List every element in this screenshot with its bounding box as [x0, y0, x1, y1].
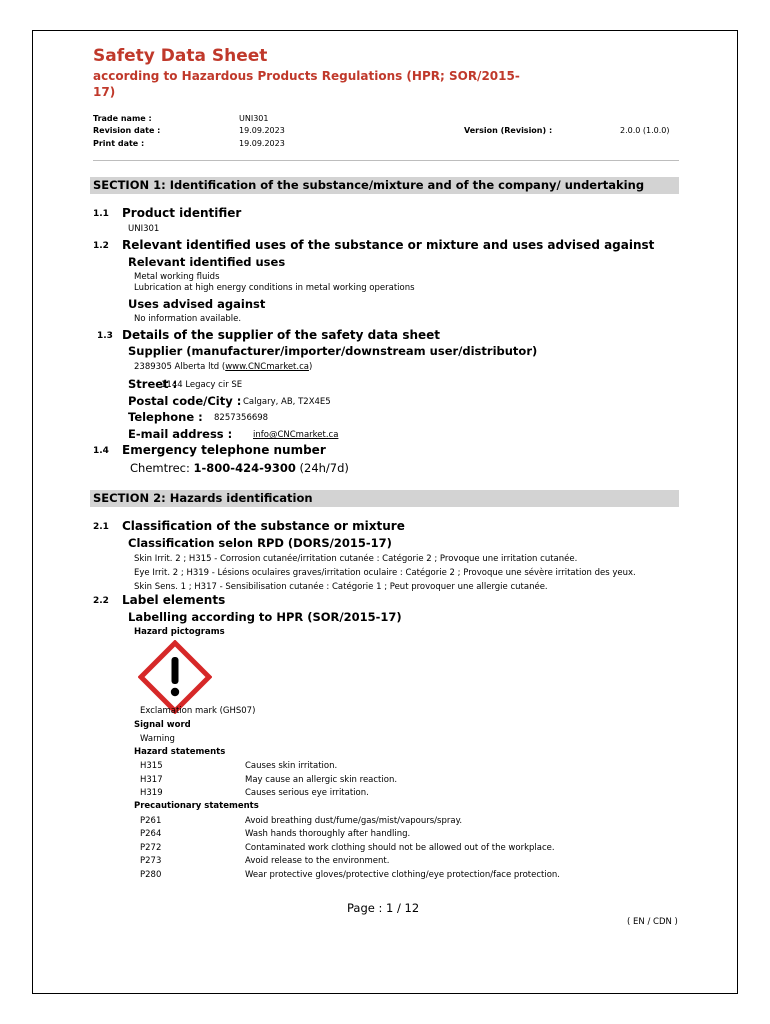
emergency-heading: Emergency telephone number [122, 443, 326, 457]
page-number: Page : 1 / 12 [347, 901, 420, 915]
subtitle-line-2: 17) [93, 85, 116, 99]
hazard-code: H315 [140, 761, 163, 771]
version-label: Version (Revision) : [464, 126, 553, 135]
locale-label: ( EN / CDN ) [627, 917, 678, 927]
hazard-statements-heading: Hazard statements [134, 747, 226, 757]
classification-item-3: Skin Sens. 1 ; H317 - Sensibilisation cutanée : Catégorie 1 ; Peut provoquer une allergie cutanée. [134, 582, 548, 592]
precaution-code: P273 [140, 856, 162, 866]
precaution-text: Wear protective gloves/protective clothing/eye protection/face protection. [245, 870, 561, 880]
supplier-details-heading: Details of the supplier of the safety data sheet [122, 328, 441, 342]
section-1-2-number: 1.2 [93, 241, 109, 251]
email-link[interactable]: info@CNCmarket.ca [253, 430, 339, 440]
street-value: 1144 Legacy cir SE [161, 380, 243, 390]
postal-value: Calgary, AB, T2X4E5 [243, 397, 331, 407]
emergency-line: Chemtrec: 1-800-424-9300 (24h/7d) [130, 461, 349, 475]
section-1-1-number: 1.1 [93, 209, 109, 219]
uses-against-heading: Uses advised against [128, 297, 266, 311]
section-1-4-number: 1.4 [93, 446, 109, 456]
precaution-code: P264 [140, 829, 162, 839]
classification-heading: Classification of the substance or mixture [122, 519, 405, 533]
section-1-header: SECTION 1: Identification of the substance/mixture and of the company/ undertaking [90, 177, 679, 194]
subtitle-line-1: according to Hazardous Products Regulations (HPR; SOR/2015- [93, 69, 520, 83]
hazard-text: Causes serious eye irritation. [245, 788, 369, 798]
use-item-1: Metal working fluids [134, 272, 220, 282]
hazard-text: May cause an allergic skin reaction. [245, 775, 398, 785]
precautionary-statements-heading: Precautionary statements [134, 801, 259, 811]
document-title: Safety Data Sheet [93, 46, 268, 66]
section-2-2-number: 2.2 [93, 596, 109, 606]
uses-against-value: No information available. [134, 314, 242, 324]
classification-rpd-heading: Classification selon RPD (DORS/2015-17) [128, 536, 392, 550]
section-1-3-number: 1.3 [97, 331, 113, 341]
precaution-code: P272 [140, 843, 162, 853]
precaution-code: P280 [140, 870, 162, 880]
document-subtitle [93, 68, 520, 100]
emergency-number: 1-800-424-9300 [193, 461, 296, 475]
phone-value: 8257356698 [214, 413, 269, 423]
precaution-text: Avoid breathing dust/fume/gas/mist/vapours/spray. [245, 816, 463, 826]
classification-item-1: Skin Irrit. 2 ; H315 - Corrosion cutanée/irritation cutanée : Catégorie 2 ; Provoque une irritation cutanée. [134, 554, 578, 564]
supplier-heading: Supplier (manufacturer/importer/downstream user/distributor) [128, 344, 538, 358]
classification-item-2: Eye Irrit. 2 ; H319 - Lésions oculaires graves/irritation oculaire : Catégorie 2 ; Provoque une sévère irritation des yeux. [134, 568, 636, 578]
hazard-code: H319 [140, 788, 163, 798]
trade-name-value: UNI301 [239, 114, 269, 123]
section-2-1-number: 2.1 [93, 522, 109, 532]
signal-word-heading: Signal word [134, 720, 191, 730]
identified-uses-heading: Relevant identified uses of the substance or mixture and uses advised against [122, 238, 655, 252]
precaution-text: Contaminated work clothing should not be allowed out of the workplace. [245, 843, 555, 853]
use-item-2: Lubrication at high energy conditions in metal working operations [134, 283, 415, 293]
precaution-code: P261 [140, 816, 162, 826]
signal-word-value: Warning [140, 734, 175, 744]
supplier-name: 2389305 Alberta ltd (www.CNCmarket.ca) [134, 362, 313, 372]
revision-date-value: 19.09.2023 [239, 126, 285, 135]
supplier-website-link[interactable]: www.CNCmarket.ca [225, 362, 309, 372]
label-elements-heading: Label elements [122, 593, 226, 607]
email-label: E-mail address : [128, 427, 233, 441]
print-date-label: Print date : [93, 139, 145, 148]
hazard-code: H317 [140, 775, 163, 785]
product-identifier-heading: Product identifier [122, 206, 242, 220]
header-divider [93, 160, 679, 161]
hazard-pictograms-heading: Hazard pictograms [134, 627, 225, 637]
labelling-hpr-heading: Labelling according to HPR (SOR/2015-17) [128, 610, 402, 624]
version-value: 2.0.0 (1.0.0) [620, 126, 670, 135]
pictogram-caption: Exclamation mark (GHS07) [140, 706, 256, 716]
street-label: Street : [128, 377, 178, 391]
exclamation-mark-icon [138, 640, 212, 714]
phone-label: Telephone : [128, 410, 203, 424]
relevant-uses-heading: Relevant identified uses [128, 255, 286, 269]
trade-name-label: Trade name : [93, 114, 152, 123]
product-identifier-value: UNI301 [128, 224, 160, 234]
revision-date-label: Revision date : [93, 126, 161, 135]
section-2-header: SECTION 2: Hazards identification [90, 490, 679, 507]
hazard-text: Causes skin irritation. [245, 761, 338, 771]
postal-label: Postal code/City : [128, 394, 242, 408]
print-date-value: 19.09.2023 [239, 139, 285, 148]
precaution-text: Avoid release to the environment. [245, 856, 390, 866]
precaution-text: Wash hands thoroughly after handling. [245, 829, 411, 839]
